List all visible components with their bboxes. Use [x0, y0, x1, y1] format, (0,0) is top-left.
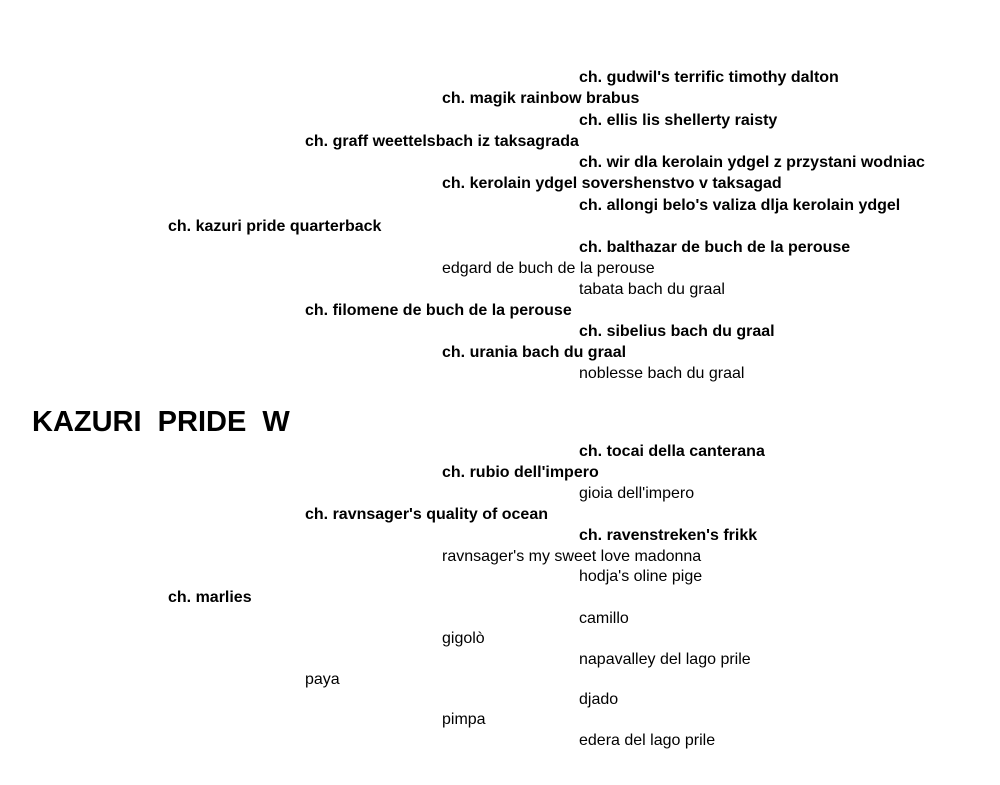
- gg-dam-sd: ravnsager's my sweet love madonna: [442, 548, 702, 565]
- gg-sire-dd: ch. urania bach du graal: [442, 344, 627, 361]
- g-dam-s: ch. ravnsager's quality of ocean: [305, 506, 548, 523]
- ggg-sire-dsd: tabata bach du graal: [579, 281, 725, 298]
- ggg-dam-ssd: gioia dell'impero: [579, 485, 695, 502]
- dam: ch. marlies: [168, 589, 252, 606]
- ggg-dam-dss: camillo: [579, 610, 629, 627]
- gg-sire-ds: edgard de buch de la perouse: [442, 260, 655, 277]
- sire: ch. kazuri pride quarterback: [168, 218, 382, 235]
- g-sire-d: ch. filomene de buch de la perouse: [305, 302, 572, 319]
- subject-name: KAZURI PRIDE W: [32, 406, 290, 438]
- g-dam-d: paya: [305, 671, 340, 688]
- ggg-sire-sss: ch. gudwil's terrific timothy dalton: [579, 69, 839, 86]
- gg-sire-sd: ch. kerolain ydgel sovershenstvo v taksagad: [442, 175, 782, 192]
- ggg-sire-ssd: ch. ellis lis shellerty raisty: [579, 112, 778, 129]
- ggg-sire-ddd: noblesse bach du graal: [579, 365, 745, 382]
- ggg-sire-sdd: ch. allongi belo's valiza dlja kerolain ydgel: [579, 197, 901, 214]
- gg-dam-ds: gigolò: [442, 630, 485, 647]
- ggg-dam-dsd: napavalley del lago prile: [579, 651, 751, 668]
- ggg-sire-sds: ch. wir dla kerolain ydgel z przystani wodniac: [579, 154, 925, 171]
- ggg-dam-sds: ch. ravenstreken's frikk: [579, 527, 758, 544]
- gg-dam-dd: pimpa: [442, 711, 486, 728]
- ggg-sire-dss: ch. balthazar de buch de la perouse: [579, 239, 851, 256]
- ggg-sire-dds: ch. sibelius bach du graal: [579, 323, 775, 340]
- ggg-dam-dds: djado: [579, 691, 619, 708]
- ggg-dam-sdd: hodja's oline pige: [579, 568, 703, 585]
- gg-sire-ss: ch. magik rainbow brabus: [442, 90, 640, 107]
- g-sire-s: ch. graff weettelsbach iz taksagrada: [305, 133, 579, 150]
- ggg-dam-sss: ch. tocai della canterana: [579, 443, 765, 460]
- ggg-dam-ddd: edera del lago prile: [579, 732, 716, 749]
- gg-dam-ss: ch. rubio dell'impero: [442, 464, 599, 481]
